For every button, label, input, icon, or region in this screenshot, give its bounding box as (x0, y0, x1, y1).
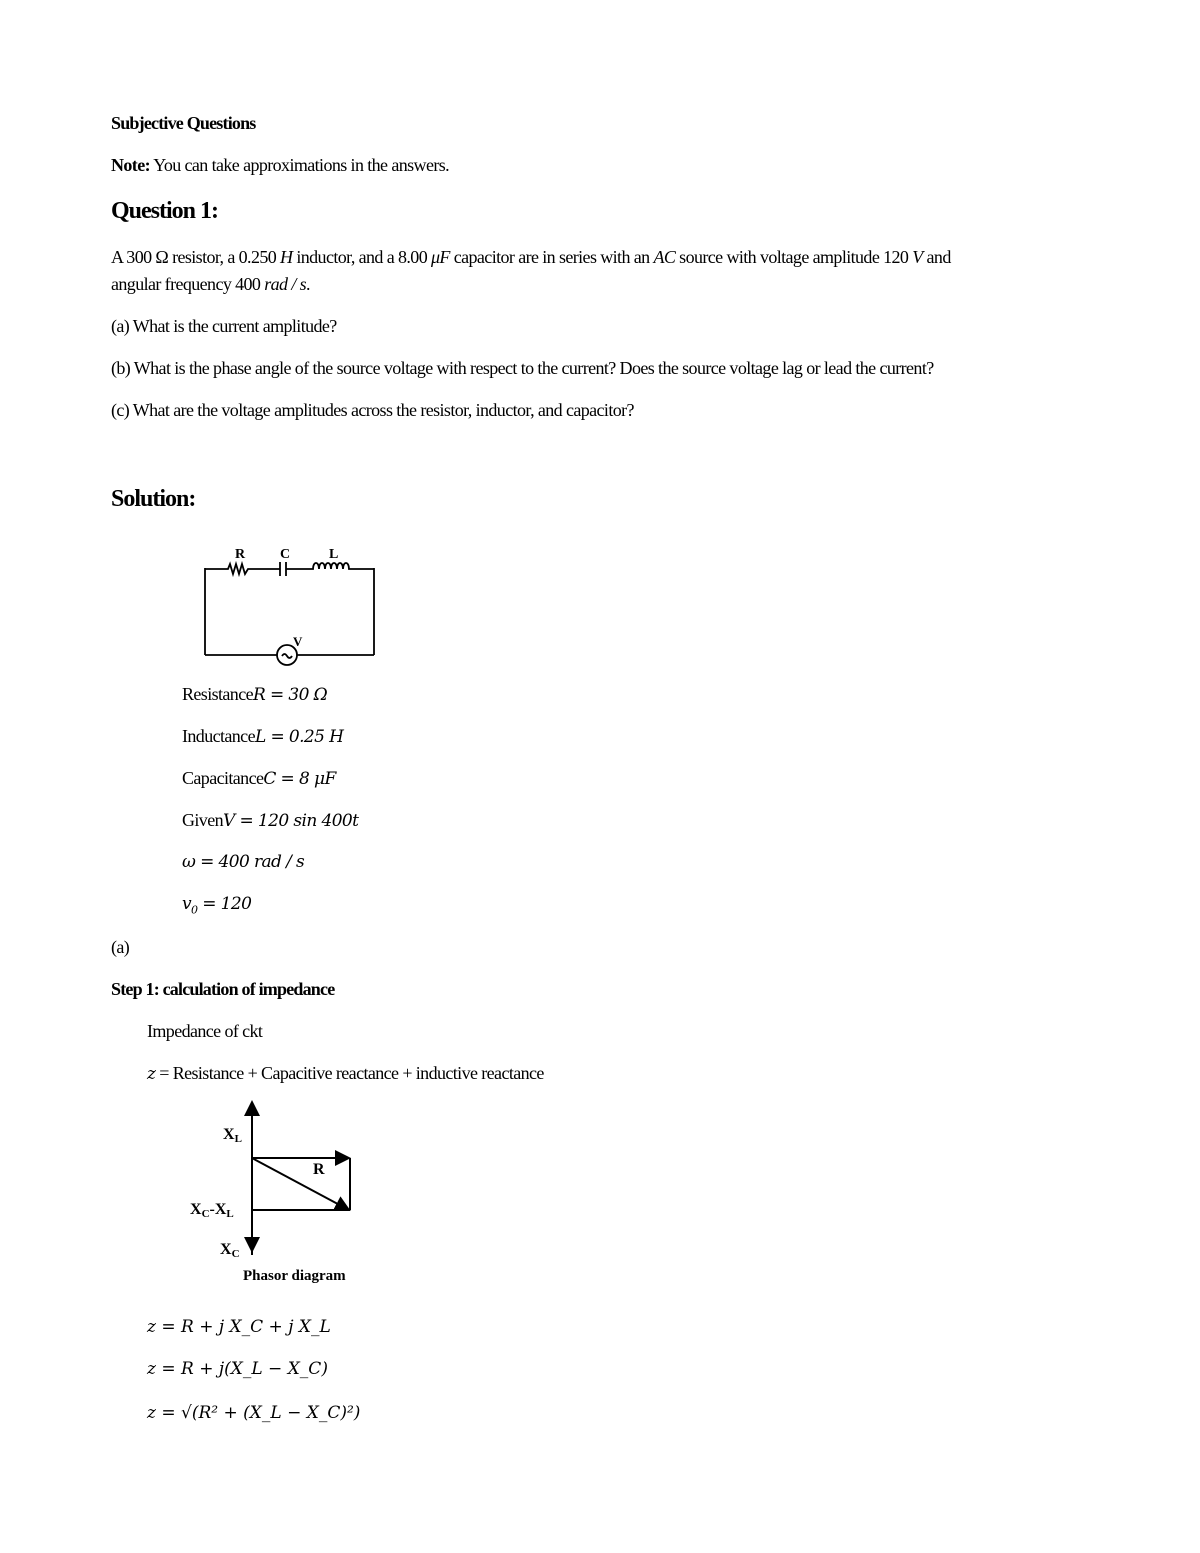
q-unit-v: V (912, 247, 923, 267)
solution-part-a-label: (a) (111, 937, 130, 957)
q-text-3: capacitor are in series with an (449, 247, 654, 267)
question-part-c: (c) What are the voltage amplitudes across the resistor, inductor, and capacitor? (111, 400, 634, 420)
question-line-1 (111, 247, 951, 268)
impedance-label: Impedance of ckt (147, 1021, 263, 1041)
q-text-1: A 300 Ω resistor, a 0.250 (111, 247, 281, 267)
phasor-label-xl: XL (223, 1126, 242, 1145)
equation-3: z = √(R² + (X_L − X_C)²) (147, 1403, 361, 1423)
circuit-label-c: C (280, 547, 291, 562)
given-omega: ω = 400 rad / s (182, 852, 305, 872)
q-text-6: angular frequency 400 (111, 274, 265, 294)
q-unit-rads: rad / s (264, 274, 307, 294)
circuit-diagram (195, 540, 385, 670)
given-inductance: InductanceL = 0.25 H (182, 726, 344, 747)
phasor-label-xcxl: XC-XL (190, 1201, 234, 1220)
q-unit-uf: μF (431, 247, 450, 267)
phasor-label-r: R (313, 1161, 325, 1178)
q-ac: AC (653, 247, 676, 267)
inductor-symbol (286, 563, 374, 569)
given-resistance: ResistanceR = 30 Ω (182, 684, 328, 705)
q-text-2: inductor, and a 8.00 (292, 247, 431, 267)
given-capacitance: CapacitanceC = 8 μF (182, 768, 336, 789)
z-vector-arrow (252, 1158, 349, 1210)
q-text-7: . (306, 274, 310, 294)
q-text-4: source with voltage amplitude 120 (675, 247, 913, 267)
step1-title: Step 1: calculation of impedance (111, 979, 335, 999)
question-part-a: (a) What is the current amplitude? (111, 316, 337, 336)
question-part-b: (b) What is the phase angle of the source voltage with respect to the current? Does the source voltage lag or lead the current? (111, 358, 934, 378)
phasor-caption: Phasor diagram (243, 1268, 346, 1284)
impedance-equation: z = Resistance + Capacitive reactance + inductive reactance (147, 1063, 544, 1084)
circuit-label-r: R (235, 547, 246, 562)
note-line (111, 155, 449, 176)
resistor-symbol (205, 564, 280, 574)
given-voltage: GivenV = 120 sin 400t (182, 810, 359, 831)
q-text-5: and (922, 247, 951, 267)
equation-1: z = R + j X_C + j X_L (147, 1317, 331, 1337)
note-label: Note: (111, 155, 150, 175)
q-unit-h: H (280, 247, 293, 267)
circuit-label-v: V (293, 634, 303, 649)
note-text: You can take approximations in the answers. (153, 155, 450, 175)
phasor-diagram (185, 1095, 385, 1290)
circuit-label-l: L (329, 547, 339, 562)
section-title: Subjective Questions (111, 113, 256, 133)
equation-2: z = R + j(X_L − X_C) (147, 1359, 328, 1379)
given-v0: $v_0 = 120$ (182, 894, 252, 917)
solution-title: Solution: (111, 486, 196, 512)
question-title: Question 1: (111, 198, 219, 224)
question-line-2 (111, 274, 310, 295)
phasor-label-xc: XC (220, 1241, 240, 1260)
